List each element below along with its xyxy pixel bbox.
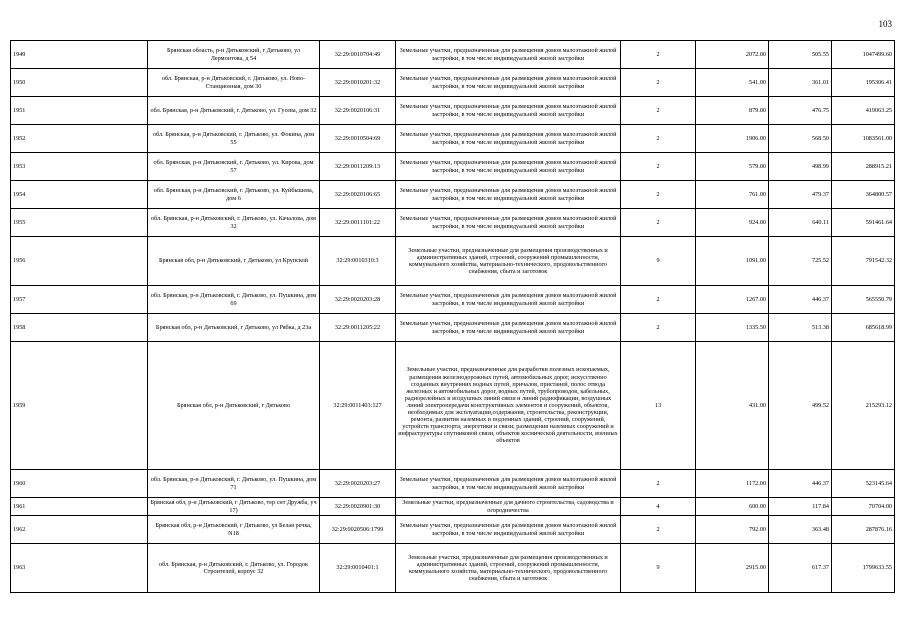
address-cell: обл. Брянская, р-н Дятьковский, г. Дятьково, ул. Ново-Станционная, дом 30 — [148, 69, 320, 97]
address-cell: обл. Брянская, р-н Дятьковский, г. Дятьково, ул. Куйбышева, дом 6 — [148, 181, 320, 209]
table-row — [11, 286, 895, 314]
table-body — [11, 41, 895, 593]
unit-value-cell: 640.11 — [769, 209, 832, 237]
permitted-use-cell: Земельные участки, предназначенные для размещения домов малоэтажной жилой застройки, в том числе индивидуальной жилой застройки — [396, 97, 621, 125]
unit-value-cell: 363.48 — [769, 516, 832, 544]
permitted-use-cell: Земельные участки, предназначенные для размещения производственных и административных зданий, строений, сооружений промышленности, коммунального хозяйства, материально-технического, продовольственного снабжения, сбыта и заготовок — [396, 544, 621, 593]
area-cell: 431.00 — [696, 342, 769, 470]
table-row — [11, 209, 895, 237]
cadastral-value-cell: 523145.64 — [832, 470, 895, 498]
group-code-cell: 9 — [621, 544, 696, 593]
table-row — [11, 69, 895, 97]
cadastral-number-cell: 32:29:0010401:1 — [320, 544, 396, 593]
cadastral-value-cell: 591461.64 — [832, 209, 895, 237]
permitted-use-cell: Земельные участки, предназначенные для размещения домов малоэтажной жилой застройки, в том числе индивидуальной жилой застройки — [396, 209, 621, 237]
unit-value-cell: 499.52 — [769, 342, 832, 470]
unit-value-cell: 498.99 — [769, 153, 832, 181]
unit-value-cell: 117.84 — [769, 498, 832, 516]
area-cell: 761.00 — [696, 181, 769, 209]
cadastral-value-cell: 791542.32 — [832, 237, 895, 286]
cadastral-value-cell: 1799633.55 — [832, 544, 895, 593]
table-row — [11, 342, 895, 470]
row-number-cell: 1963 — [11, 544, 148, 593]
address-cell: обл. Брянская, р-н Дятьковский, г. Дятьково, ул. Гусева, дом 32 — [148, 97, 320, 125]
land-registry-table — [10, 40, 895, 593]
unit-value-cell: 513.38 — [769, 314, 832, 342]
permitted-use-cell: Земельные участки, предназначенные для размещения домов малоэтажной жилой застройки, в том числе индивидуальной жилой застройки — [396, 470, 621, 498]
cadastral-value-cell: 364800.57 — [832, 181, 895, 209]
address-cell: обл. Брянская, р-н Дятьковский, г. Дятьково, ул. Городок Строителей, корпус 32 — [148, 544, 320, 593]
group-code-cell: 2 — [621, 69, 696, 97]
group-code-cell: 2 — [621, 314, 696, 342]
row-number-cell: 1960 — [11, 470, 148, 498]
cadastral-value-cell: 1047499.60 — [832, 41, 895, 69]
row-number-cell: 1953 — [11, 153, 148, 181]
address-cell: Брянская обл, р-н Дятьковский, г Дятьково, ул Белая речка, N18 — [148, 516, 320, 544]
table-row — [11, 498, 895, 516]
area-cell: 1172.00 — [696, 470, 769, 498]
cadastral-number-cell: 32:29:0020106:31 — [320, 97, 396, 125]
group-code-cell: 13 — [621, 342, 696, 470]
address-cell: обл. Брянская, р-н Дятьковский, г. Дятьково, ул. Кирова, дом 57 — [148, 153, 320, 181]
group-code-cell: 9 — [621, 237, 696, 286]
address-cell: Брянская область, р-н Дятьковский, г Дятьково, ул Лермонтова, д 54 — [148, 41, 320, 69]
row-number-cell: 1956 — [11, 237, 148, 286]
cadastral-number-cell: 32:29:0011205:22 — [320, 314, 396, 342]
area-cell: 541.00 — [696, 69, 769, 97]
address-cell: Брянская обл, р-н Дятьковский, г Дятьково, тер снт Дружба, уч 17) — [148, 498, 320, 516]
cadastral-number-cell: 32:29:0010504:69 — [320, 125, 396, 153]
group-code-cell: 2 — [621, 153, 696, 181]
cadastral-number-cell: 32:29:0020106:65 — [320, 181, 396, 209]
address-cell: Брянская обл, р-н Дятьковский, г Дятьково, ул Крупской — [148, 237, 320, 286]
group-code-cell: 2 — [621, 209, 696, 237]
address-cell: обл. Брянская, р-н Дятьковский, г. Дятьково, ул. Фокина, дом 55 — [148, 125, 320, 153]
area-cell: 1335.50 — [696, 314, 769, 342]
unit-value-cell: 479.37 — [769, 181, 832, 209]
area-cell: 579.00 — [696, 153, 769, 181]
address-cell: обл. Брянская, р-н Дятьковский, г. Дятьково, ул. Качалова, дом 32 — [148, 209, 320, 237]
unit-value-cell: 361.01 — [769, 69, 832, 97]
group-code-cell: 2 — [621, 97, 696, 125]
area-cell: 2915.00 — [696, 544, 769, 593]
row-number-cell: 1955 — [11, 209, 148, 237]
unit-value-cell: 617.37 — [769, 544, 832, 593]
group-code-cell: 2 — [621, 470, 696, 498]
cadastral-number-cell: 32:29:0020203:27 — [320, 470, 396, 498]
address-cell: Брянская обл, р-н Дятьковский, г Дятьково — [148, 342, 320, 470]
table-row — [11, 97, 895, 125]
address-cell: Брянская обл, р-н Дятьковский, г Дятьково, ул Рябка, д 23а — [148, 314, 320, 342]
table-row — [11, 470, 895, 498]
table-row — [11, 237, 895, 286]
area-cell: 1091.00 — [696, 237, 769, 286]
table-row — [11, 153, 895, 181]
permitted-use-cell: Земельные участки, предназначенные для размещения домов малоэтажной жилой застройки, в том числе индивидуальной жилой застройки — [396, 153, 621, 181]
permitted-use-cell: Земельные участки, предназначенные для дачного строительства, садоводства и огородничества — [396, 498, 621, 516]
unit-value-cell: 568.50 — [769, 125, 832, 153]
area-cell: 924.00 — [696, 209, 769, 237]
permitted-use-cell: Земельные участки, предназначенные для разработки полезных ископаемых, размещения железнодорожных путей, автомобильных дорог, искусственно созданных внутренних водных путей, причалов, пристаней, полос отвода железных и автомобильных дорог, водных путей, трубопроводов, кабельных, радиорелейных и воздушных линий связи и линий радиофикации, воздушных линий электропередачи конструктивных элементов и сооружений, объектов, необходимых для эксплуатации,содержания, строительства, реконструкции, ремонта, развития наземных и подземных зданий, строений, сооружений, устройств транспорта, энергетики и связи; размещения наземных сооружений и инфраструктуры спутниковой связи, объектов космической деятельности, военных объектов — [396, 342, 621, 470]
row-number-cell: 1952 — [11, 125, 148, 153]
row-number-cell: 1954 — [11, 181, 148, 209]
group-code-cell: 4 — [621, 498, 696, 516]
row-number-cell: 1950 — [11, 69, 148, 97]
cadastral-number-cell: 32:29:0020203:28 — [320, 286, 396, 314]
cadastral-number-cell: 32:29:0020506:1799 — [320, 516, 396, 544]
page-number: 103 — [878, 19, 892, 29]
table-row — [11, 125, 895, 153]
unit-value-cell: 725.52 — [769, 237, 832, 286]
permitted-use-cell: Земельные участки, предназначенные для размещения домов малоэтажной жилой застройки, в том числе индивидуальной жилой застройки — [396, 314, 621, 342]
cadastral-value-cell: 565550.79 — [832, 286, 895, 314]
group-code-cell: 2 — [621, 286, 696, 314]
group-code-cell: 2 — [621, 516, 696, 544]
row-number-cell: 1962 — [11, 516, 148, 544]
cadastral-number-cell: 32:29:0010201:32 — [320, 69, 396, 97]
cadastral-value-cell: 215293.12 — [832, 342, 895, 470]
area-cell: 600.00 — [696, 498, 769, 516]
permitted-use-cell: Земельные участки, предназначенные для размещения производственных и административных зданий, строений, сооружений промышленности, коммунального хозяйства, материально-технического, продовольственного снабжения, сбыта и заготовок — [396, 237, 621, 286]
row-number-cell: 1958 — [11, 314, 148, 342]
cadastral-value-cell: 195306.41 — [832, 69, 895, 97]
cadastral-value-cell: 70704.00 — [832, 498, 895, 516]
table-row — [11, 314, 895, 342]
permitted-use-cell: Земельные участки, предназначенные для размещения домов малоэтажной жилой застройки, в том числе индивидуальной жилой застройки — [396, 181, 621, 209]
address-cell: обл. Брянская, р-н Дятьковский, г. Дятьково, ул. Пушкина, дом 71 — [148, 470, 320, 498]
table-row — [11, 41, 895, 69]
area-cell: 1906.00 — [696, 125, 769, 153]
group-code-cell: 2 — [621, 125, 696, 153]
permitted-use-cell: Земельные участки, предназначенные для размещения домов малоэтажной жилой застройки, в том числе индивидуальной жилой застройки — [396, 125, 621, 153]
cadastral-number-cell: 32:29:0010310:3 — [320, 237, 396, 286]
area-cell: 879.00 — [696, 97, 769, 125]
cadastral-value-cell: 288915.21 — [832, 153, 895, 181]
cadastral-number-cell: 32:29:0011101:22 — [320, 209, 396, 237]
cadastral-number-cell: 32:29:0011209:13 — [320, 153, 396, 181]
unit-value-cell: 476.75 — [769, 97, 832, 125]
cadastral-number-cell: 32:29:0011403:127 — [320, 342, 396, 470]
area-cell: 1267.00 — [696, 286, 769, 314]
cadastral-value-cell: 1083561.00 — [832, 125, 895, 153]
row-number-cell: 1957 — [11, 286, 148, 314]
cadastral-number-cell: 32:29:0010704:49 — [320, 41, 396, 69]
group-code-cell: 2 — [621, 181, 696, 209]
cadastral-value-cell: 419063.25 — [832, 97, 895, 125]
table-row — [11, 181, 895, 209]
unit-value-cell: 446.37 — [769, 470, 832, 498]
cadastral-value-cell: 685618.99 — [832, 314, 895, 342]
permitted-use-cell: Земельные участки, предназначенные для размещения домов малоэтажной жилой застройки, в том числе индивидуальной жилой застройки — [396, 516, 621, 544]
row-number-cell: 1961 — [11, 498, 148, 516]
row-number-cell: 1949 — [11, 41, 148, 69]
area-cell: 2072.00 — [696, 41, 769, 69]
table-row — [11, 544, 895, 593]
unit-value-cell: 505.55 — [769, 41, 832, 69]
cadastral-number-cell: 32:29:0020901:30 — [320, 498, 396, 516]
group-code-cell: 2 — [621, 41, 696, 69]
permitted-use-cell: Земельные участки, предназначенные для размещения домов малоэтажной жилой застройки, в том числе индивидуальной жилой застройки — [396, 69, 621, 97]
permitted-use-cell: Земельные участки, предназначенные для размещения домов малоэтажной жилой застройки, в том числе индивидуальной жилой застройки — [396, 286, 621, 314]
area-cell: 792.00 — [696, 516, 769, 544]
table-row — [11, 516, 895, 544]
address-cell: обл. Брянская, р-н Дятьковский, г. Дятьково, ул. Пушкина, дом 69 — [148, 286, 320, 314]
row-number-cell: 1959 — [11, 342, 148, 470]
unit-value-cell: 446.37 — [769, 286, 832, 314]
row-number-cell: 1951 — [11, 97, 148, 125]
permitted-use-cell: Земельные участки, предназначенные для размещения домов малоэтажной жилой застройки, в том числе индивидуальной жилой застройки — [396, 41, 621, 69]
cadastral-value-cell: 287876.16 — [832, 516, 895, 544]
